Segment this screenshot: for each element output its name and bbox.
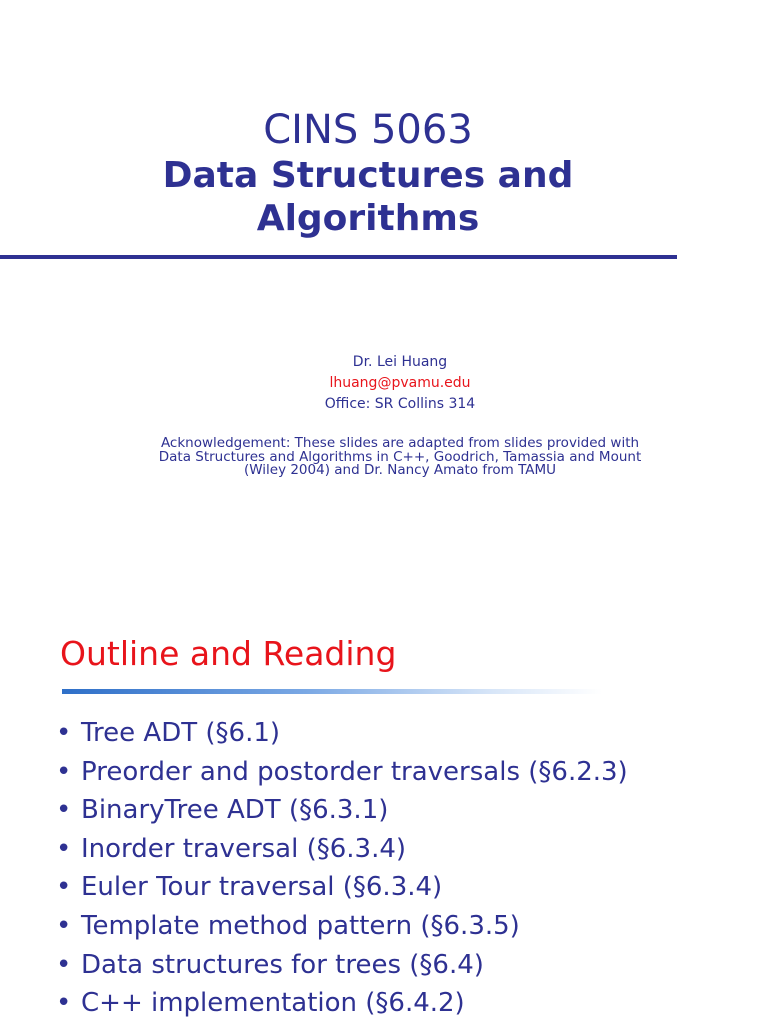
list-item-text: Template method pattern (§6.3.5) [81, 910, 520, 941]
acknowledgement-line-1: Acknowledgement: These slides are adapted from slides provided with [160, 435, 640, 451]
instructor-office: Office: SR Collins 314 [324, 396, 476, 412]
bullet-icon: • [56, 910, 72, 941]
bullet-icon: • [56, 949, 72, 980]
list-item-text: BinaryTree ADT (§6.3.1) [81, 795, 389, 826]
outline-divider [62, 689, 602, 694]
outline-slide [0, 604, 768, 1024]
acknowledgement-line-3: (Wiley 2004) and Dr. Nancy Amato from TAMU [243, 462, 557, 478]
instructor-email: lhuang@pvamu.edu [329, 375, 471, 391]
list-item-text: Data structures for trees (§6.4) [81, 949, 484, 980]
acknowledgement-line-2: Data Structures and Algorithms in C++, Goodrich, Tamassia and Mount [158, 448, 642, 465]
list-item-text: Euler Tour traversal (§6.3.4) [81, 872, 443, 903]
bullet-icon: • [56, 833, 72, 864]
bullet-icon: • [56, 756, 72, 787]
instructor-name: Dr. Lei Huang [352, 354, 448, 370]
bullet-icon: • [56, 795, 72, 826]
course-name [0, 154, 736, 240]
bullet-icon: • [56, 718, 72, 748]
list-item-text: Inorder traversal (§6.3.4) [81, 833, 407, 864]
outline-title: Outline and Reading [60, 634, 397, 673]
bullet-icon: • [56, 872, 72, 903]
course-name-line-2: Algorithms [256, 198, 480, 239]
bullet-icon: • [56, 988, 72, 1019]
course-name-line-1: Data Structures and [162, 155, 574, 196]
list-item-text: Preorder and postorder traversals (§6.2.3) [81, 756, 628, 787]
list-item-text: Tree ADT (§6.1) [81, 718, 281, 748]
acknowledgement [140, 437, 660, 478]
list-item-text: C++ implementation (§6.4.2) [81, 988, 465, 1019]
course-code: CINS 5063 [263, 107, 473, 153]
title-divider [0, 255, 677, 259]
